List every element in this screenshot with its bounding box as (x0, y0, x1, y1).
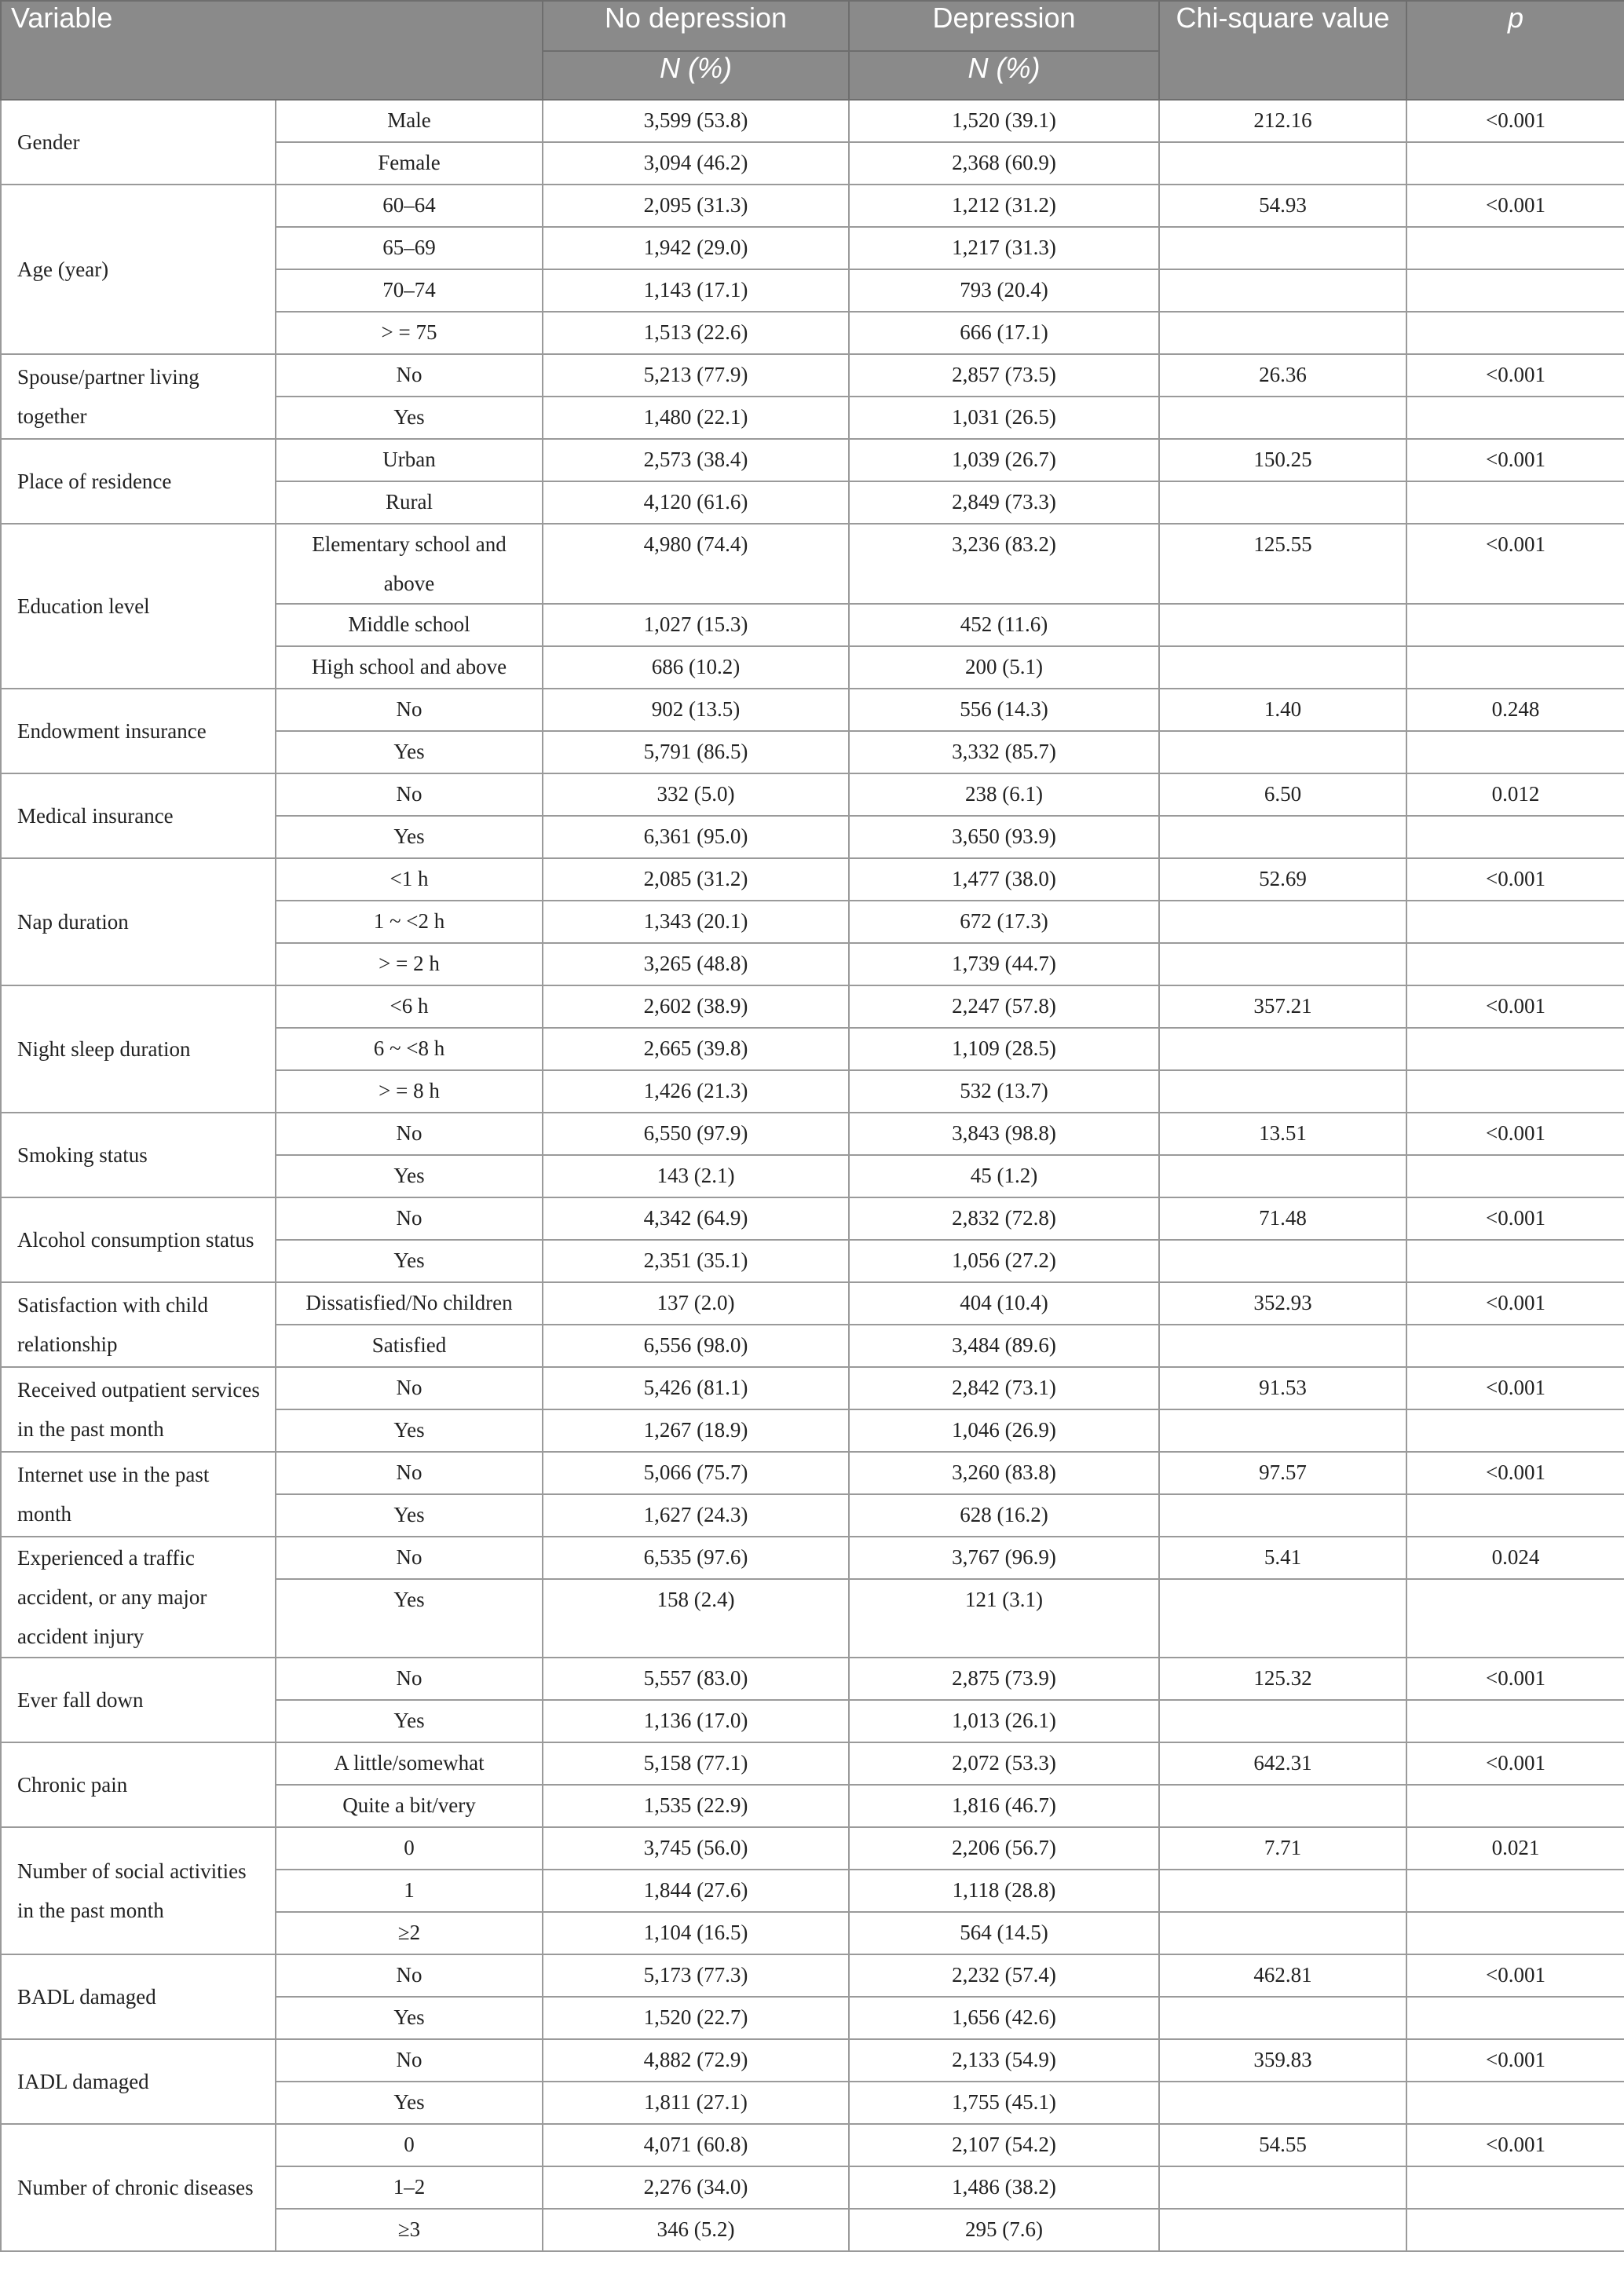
p-value-cell (1406, 1912, 1624, 1954)
level-cell: Elementary school and above (276, 524, 543, 604)
no-depression-cell: 5,791 (86.5) (543, 731, 849, 773)
chi-square-cell: 54.55 (1159, 2124, 1406, 2166)
level-cell: 6 ~ <8 h (276, 1028, 543, 1070)
p-value-cell (1406, 2166, 1624, 2209)
chi-square-cell: 52.69 (1159, 858, 1406, 901)
variable-name: Experienced a traffic accident, or any major accident injury (1, 1537, 276, 1658)
variable-name: Alcohol consumption status (1, 1197, 276, 1282)
chi-square-cell: 125.32 (1159, 1658, 1406, 1700)
chi-square-cell (1159, 2209, 1406, 2251)
chi-square-cell (1159, 312, 1406, 354)
chi-square-cell (1159, 481, 1406, 524)
chi-square-cell: 125.55 (1159, 524, 1406, 604)
no-depression-cell: 2,351 (35.1) (543, 1240, 849, 1282)
chi-square-cell (1159, 2166, 1406, 2209)
no-depression-cell: 2,276 (34.0) (543, 2166, 849, 2209)
no-depression-cell: 5,173 (77.3) (543, 1954, 849, 1997)
p-value-cell (1406, 269, 1624, 312)
variable-name: Ever fall down (1, 1658, 276, 1742)
level-cell: 1–2 (276, 2166, 543, 2209)
level-cell: No (276, 1367, 543, 1409)
no-depression-cell: 6,361 (95.0) (543, 816, 849, 858)
p-value-cell (1406, 1028, 1624, 1070)
level-cell: Urban (276, 439, 543, 481)
variable-name: Endowment insurance (1, 689, 276, 773)
depression-cell: 2,232 (57.4) (849, 1954, 1159, 1997)
chi-square-cell (1159, 604, 1406, 646)
no-depression-cell: 1,535 (22.9) (543, 1785, 849, 1827)
level-cell: Yes (276, 1997, 543, 2039)
depression-cell: 1,056 (27.2) (849, 1240, 1159, 1282)
depression-cell: 238 (6.1) (849, 773, 1159, 816)
variable-name: Chronic pain (1, 1742, 276, 1827)
no-depression-cell: 2,573 (38.4) (543, 439, 849, 481)
table-row (1, 439, 1624, 481)
chi-square-cell (1159, 816, 1406, 858)
level-cell: No (276, 1113, 543, 1155)
depression-cell: 1,109 (28.5) (849, 1028, 1159, 1070)
chi-square-cell (1159, 1870, 1406, 1912)
p-value-cell (1406, 943, 1624, 985)
table-body (1, 100, 1624, 2251)
depression-cell: 2,072 (53.3) (849, 1742, 1159, 1785)
table-row (1, 100, 1624, 142)
depression-cell: 1,520 (39.1) (849, 100, 1159, 142)
chi-square-cell (1159, 901, 1406, 943)
p-value-cell: 0.248 (1406, 689, 1624, 731)
depression-cell: 2,857 (73.5) (849, 354, 1159, 397)
depression-cell: 1,031 (26.5) (849, 397, 1159, 439)
p-value-cell: <0.001 (1406, 1954, 1624, 1997)
level-cell: A little/somewhat (276, 1742, 543, 1785)
no-depression-cell: 4,342 (64.9) (543, 1197, 849, 1240)
no-depression-cell: 2,602 (38.9) (543, 985, 849, 1028)
depression-cell: 3,260 (83.8) (849, 1452, 1159, 1494)
depression-cell: 2,206 (56.7) (849, 1827, 1159, 1870)
p-value-cell (1406, 1070, 1624, 1113)
depression-cell: 1,486 (38.2) (849, 2166, 1159, 2209)
no-depression-cell: 1,627 (24.3) (543, 1494, 849, 1537)
table-row (1, 1197, 1624, 1240)
depression-cell: 1,013 (26.1) (849, 1700, 1159, 1742)
p-value-cell: <0.001 (1406, 354, 1624, 397)
chi-square-cell (1159, 1579, 1406, 1658)
depression-cell: 1,217 (31.3) (849, 227, 1159, 269)
chi-square-cell (1159, 227, 1406, 269)
no-depression-cell: 3,094 (46.2) (543, 142, 849, 185)
p-value-cell: <0.001 (1406, 1742, 1624, 1785)
p-value-cell: <0.001 (1406, 858, 1624, 901)
depression-cell: 200 (5.1) (849, 646, 1159, 689)
p-value-cell (1406, 646, 1624, 689)
variable-name: Age (year) (1, 185, 276, 354)
p-value-cell: <0.001 (1406, 1367, 1624, 1409)
level-cell: Yes (276, 816, 543, 858)
p-value-cell (1406, 1494, 1624, 1537)
p-value-cell: <0.001 (1406, 1658, 1624, 1700)
table-row (1, 185, 1624, 227)
level-cell: No (276, 1452, 543, 1494)
depression-cell: 1,477 (38.0) (849, 858, 1159, 901)
chi-square-cell (1159, 397, 1406, 439)
depression-cell: 45 (1.2) (849, 1155, 1159, 1197)
depression-cell: 1,739 (44.7) (849, 943, 1159, 985)
no-depression-cell: 4,071 (60.8) (543, 2124, 849, 2166)
no-depression-cell: 137 (2.0) (543, 1282, 849, 1325)
depression-cell: 1,118 (28.8) (849, 1870, 1159, 1912)
header-no-depression: No depression (543, 1, 849, 51)
chi-square-cell (1159, 1325, 1406, 1367)
variable-name: Received outpatient services in the past month (1, 1367, 276, 1452)
level-cell: Male (276, 100, 543, 142)
variable-name: Satisfaction with child relationship (1, 1282, 276, 1367)
variable-name: Internet use in the past month (1, 1452, 276, 1537)
no-depression-cell: 4,120 (61.6) (543, 481, 849, 524)
header-p: p (1406, 1, 1624, 100)
level-cell: Quite a bit/very (276, 1785, 543, 1827)
table-row (1, 1452, 1624, 1494)
table-row (1, 1113, 1624, 1155)
table-row (1, 2124, 1624, 2166)
variable-name: Spouse/partner living together (1, 354, 276, 439)
no-depression-cell: 1,136 (17.0) (543, 1700, 849, 1742)
no-depression-cell: 2,665 (39.8) (543, 1028, 849, 1070)
level-cell: 0 (276, 1827, 543, 1870)
chi-square-cell: 5.41 (1159, 1537, 1406, 1579)
no-depression-cell: 3,599 (53.8) (543, 100, 849, 142)
no-depression-cell: 1,520 (22.7) (543, 1997, 849, 2039)
level-cell: No (276, 1197, 543, 1240)
depression-cell: 628 (16.2) (849, 1494, 1159, 1537)
p-value-cell (1406, 1997, 1624, 2039)
depression-cell: 3,484 (89.6) (849, 1325, 1159, 1367)
depression-cell: 2,247 (57.8) (849, 985, 1159, 1028)
level-cell: > = 8 h (276, 1070, 543, 1113)
no-depression-cell: 1,513 (22.6) (543, 312, 849, 354)
header-chi-square: Chi-square value (1159, 1, 1406, 100)
p-value-cell: <0.001 (1406, 2124, 1624, 2166)
p-value-cell (1406, 2209, 1624, 2251)
table-row (1, 985, 1624, 1028)
p-value-cell (1406, 816, 1624, 858)
depression-cell: 1,816 (46.7) (849, 1785, 1159, 1827)
no-depression-cell: 5,557 (83.0) (543, 1658, 849, 1700)
level-cell: ≥2 (276, 1912, 543, 1954)
chi-square-cell (1159, 142, 1406, 185)
chi-square-cell (1159, 1409, 1406, 1452)
variable-name: Night sleep duration (1, 985, 276, 1113)
chi-square-cell (1159, 731, 1406, 773)
no-depression-cell: 3,745 (56.0) (543, 1827, 849, 1870)
level-cell: Yes (276, 1579, 543, 1658)
level-cell: Satisfied (276, 1325, 543, 1367)
chi-square-cell (1159, 1028, 1406, 1070)
chi-square-cell: 71.48 (1159, 1197, 1406, 1240)
no-depression-cell: 143 (2.1) (543, 1155, 849, 1197)
p-value-cell (1406, 397, 1624, 439)
no-depression-cell: 5,426 (81.1) (543, 1367, 849, 1409)
depression-cell: 2,875 (73.9) (849, 1658, 1159, 1700)
no-depression-cell: 158 (2.4) (543, 1579, 849, 1658)
chi-square-cell (1159, 1700, 1406, 1742)
p-value-cell (1406, 312, 1624, 354)
p-value-cell (1406, 1579, 1624, 1658)
table-row (1, 689, 1624, 731)
chi-square-cell (1159, 943, 1406, 985)
no-depression-cell: 5,213 (77.9) (543, 354, 849, 397)
depression-cell: 1,046 (26.9) (849, 1409, 1159, 1452)
no-depression-cell: 6,550 (97.9) (543, 1113, 849, 1155)
chi-square-cell (1159, 1240, 1406, 1282)
no-depression-cell: 686 (10.2) (543, 646, 849, 689)
header-n-pct-yes: N (%) (849, 51, 1159, 100)
variable-name: IADL damaged (1, 2039, 276, 2124)
level-cell: No (276, 773, 543, 816)
variable-name: Number of chronic diseases (1, 2124, 276, 2251)
table-row (1, 1537, 1624, 1579)
chi-square-cell: 13.51 (1159, 1113, 1406, 1155)
p-value-cell (1406, 1700, 1624, 1742)
p-value-cell: <0.001 (1406, 1452, 1624, 1494)
no-depression-cell: 5,066 (75.7) (543, 1452, 849, 1494)
variable-name: Number of social activities in the past month (1, 1827, 276, 1954)
chi-square-cell: 6.50 (1159, 773, 1406, 816)
depression-cell: 3,650 (93.9) (849, 816, 1159, 858)
chi-square-cell (1159, 1494, 1406, 1537)
level-cell: Rural (276, 481, 543, 524)
depression-cell: 666 (17.1) (849, 312, 1159, 354)
p-value-cell (1406, 604, 1624, 646)
p-value-cell: 0.012 (1406, 773, 1624, 816)
chi-square-cell: 54.93 (1159, 185, 1406, 227)
no-depression-cell: 4,980 (74.4) (543, 524, 849, 604)
depression-cell: 2,849 (73.3) (849, 481, 1159, 524)
no-depression-cell: 1,844 (27.6) (543, 1870, 849, 1912)
p-value-cell (1406, 1409, 1624, 1452)
p-value-cell: <0.001 (1406, 985, 1624, 1028)
p-value-cell: <0.001 (1406, 1197, 1624, 1240)
variable-name: Nap duration (1, 858, 276, 985)
chi-square-cell: 212.16 (1159, 100, 1406, 142)
chi-square-cell (1159, 2082, 1406, 2124)
level-cell: No (276, 689, 543, 731)
no-depression-cell: 1,267 (18.9) (543, 1409, 849, 1452)
level-cell: No (276, 1658, 543, 1700)
chi-square-cell: 357.21 (1159, 985, 1406, 1028)
chi-square-cell (1159, 1912, 1406, 1954)
depression-cell: 3,332 (85.7) (849, 731, 1159, 773)
table-row (1, 1658, 1624, 1700)
p-value-cell: <0.001 (1406, 100, 1624, 142)
table-header (1, 1, 1624, 100)
level-cell: 60–64 (276, 185, 543, 227)
no-depression-cell: 1,480 (22.1) (543, 397, 849, 439)
depression-cell: 3,236 (83.2) (849, 524, 1159, 604)
no-depression-cell: 4,882 (72.9) (543, 2039, 849, 2082)
no-depression-cell: 1,426 (21.3) (543, 1070, 849, 1113)
table-row (1, 1742, 1624, 1785)
table-row (1, 858, 1624, 901)
level-cell: > = 2 h (276, 943, 543, 985)
variable-name: Education level (1, 524, 276, 689)
table-row (1, 354, 1624, 397)
variable-name: Gender (1, 100, 276, 185)
header-variable: Variable (1, 1, 543, 100)
chi-square-cell: 7.71 (1159, 1827, 1406, 1870)
p-value-cell (1406, 1240, 1624, 1282)
chi-square-cell: 91.53 (1159, 1367, 1406, 1409)
table-row (1, 1954, 1624, 1997)
no-depression-cell: 1,811 (27.1) (543, 2082, 849, 2124)
p-value-cell (1406, 1325, 1624, 1367)
p-value-cell: 0.024 (1406, 1537, 1624, 1579)
variable-name: Medical insurance (1, 773, 276, 858)
no-depression-cell: 1,942 (29.0) (543, 227, 849, 269)
depression-cell: 1,212 (31.2) (849, 185, 1159, 227)
chi-square-cell: 1.40 (1159, 689, 1406, 731)
no-depression-cell: 6,556 (98.0) (543, 1325, 849, 1367)
depression-cell: 1,656 (42.6) (849, 1997, 1159, 2039)
level-cell: Yes (276, 1240, 543, 1282)
level-cell: Yes (276, 731, 543, 773)
level-cell: <6 h (276, 985, 543, 1028)
table-row (1, 1282, 1624, 1325)
table-row (1, 773, 1624, 816)
no-depression-cell: 332 (5.0) (543, 773, 849, 816)
depression-cell: 564 (14.5) (849, 1912, 1159, 1954)
no-depression-cell: 3,265 (48.8) (543, 943, 849, 985)
chi-square-cell (1159, 1070, 1406, 1113)
depression-cell: 295 (7.6) (849, 2209, 1159, 2251)
depression-cell: 3,767 (96.9) (849, 1537, 1159, 1579)
level-cell: No (276, 2039, 543, 2082)
level-cell: Middle school (276, 604, 543, 646)
level-cell: No (276, 354, 543, 397)
level-cell: Yes (276, 2082, 543, 2124)
level-cell: No (276, 1537, 543, 1579)
level-cell: 1 ~ <2 h (276, 901, 543, 943)
p-value-cell (1406, 142, 1624, 185)
chi-square-cell: 462.81 (1159, 1954, 1406, 1997)
no-depression-cell: 902 (13.5) (543, 689, 849, 731)
chi-square-cell: 97.57 (1159, 1452, 1406, 1494)
p-value-cell (1406, 481, 1624, 524)
level-cell: Yes (276, 1494, 543, 1537)
p-value-cell (1406, 1785, 1624, 1827)
table-row (1, 1827, 1624, 1870)
depression-cell: 672 (17.3) (849, 901, 1159, 943)
p-value-cell (1406, 1870, 1624, 1912)
depression-cell: 1,755 (45.1) (849, 2082, 1159, 2124)
depression-cell: 556 (14.3) (849, 689, 1159, 731)
chi-square-cell (1159, 1997, 1406, 2039)
header-n-pct-no: N (%) (543, 51, 849, 100)
no-depression-cell: 1,343 (20.1) (543, 901, 849, 943)
level-cell: > = 75 (276, 312, 543, 354)
level-cell: Yes (276, 1155, 543, 1197)
level-cell: No (276, 1954, 543, 1997)
variable-name: Smoking status (1, 1113, 276, 1197)
depression-cell: 793 (20.4) (849, 269, 1159, 312)
chi-square-cell (1159, 1785, 1406, 1827)
no-depression-cell: 2,095 (31.3) (543, 185, 849, 227)
no-depression-cell: 1,027 (15.3) (543, 604, 849, 646)
p-value-cell (1406, 2082, 1624, 2124)
chi-square-cell: 642.31 (1159, 1742, 1406, 1785)
depression-cell: 452 (11.6) (849, 604, 1159, 646)
depression-cell: 532 (13.7) (849, 1070, 1159, 1113)
chi-square-cell: 359.83 (1159, 2039, 1406, 2082)
p-value-cell: <0.001 (1406, 1113, 1624, 1155)
p-value-cell (1406, 1155, 1624, 1197)
table-row (1, 2039, 1624, 2082)
chi-square-cell (1159, 646, 1406, 689)
chi-square-cell (1159, 269, 1406, 312)
level-cell: 70–74 (276, 269, 543, 312)
no-depression-cell: 1,143 (17.1) (543, 269, 849, 312)
chi-square-cell: 150.25 (1159, 439, 1406, 481)
no-depression-cell: 1,104 (16.5) (543, 1912, 849, 1954)
p-value-cell (1406, 901, 1624, 943)
depression-cell: 1,039 (26.7) (849, 439, 1159, 481)
chi-square-cell (1159, 1155, 1406, 1197)
p-value-cell (1406, 227, 1624, 269)
level-cell: Yes (276, 1409, 543, 1452)
no-depression-cell: 346 (5.2) (543, 2209, 849, 2251)
no-depression-cell: 2,085 (31.2) (543, 858, 849, 901)
p-value-cell: 0.021 (1406, 1827, 1624, 1870)
p-value-cell: <0.001 (1406, 524, 1624, 604)
depression-cell: 2,133 (54.9) (849, 2039, 1159, 2082)
p-value-cell (1406, 731, 1624, 773)
no-depression-cell: 5,158 (77.1) (543, 1742, 849, 1785)
level-cell: Dissatisfied/No children (276, 1282, 543, 1325)
level-cell: 0 (276, 2124, 543, 2166)
level-cell: Female (276, 142, 543, 185)
chi-square-cell: 26.36 (1159, 354, 1406, 397)
p-value-cell: <0.001 (1406, 1282, 1624, 1325)
level-cell: Yes (276, 1700, 543, 1742)
depression-cell: 121 (3.1) (849, 1579, 1159, 1658)
no-depression-cell: 6,535 (97.6) (543, 1537, 849, 1579)
depression-cell: 3,843 (98.8) (849, 1113, 1159, 1155)
level-cell: ≥3 (276, 2209, 543, 2251)
variable-name: BADL damaged (1, 1954, 276, 2039)
level-cell: <1 h (276, 858, 543, 901)
level-cell: Yes (276, 397, 543, 439)
table-row (1, 524, 1624, 604)
level-cell: High school and above (276, 646, 543, 689)
depression-cell: 2,842 (73.1) (849, 1367, 1159, 1409)
p-value-cell: <0.001 (1406, 2039, 1624, 2082)
level-cell: 65–69 (276, 227, 543, 269)
depression-cell: 2,368 (60.9) (849, 142, 1159, 185)
header-depression: Depression (849, 1, 1159, 51)
table-row (1, 1367, 1624, 1409)
depression-cell: 2,107 (54.2) (849, 2124, 1159, 2166)
p-value-cell: <0.001 (1406, 185, 1624, 227)
chi-square-cell: 352.93 (1159, 1282, 1406, 1325)
depression-cell: 2,832 (72.8) (849, 1197, 1159, 1240)
depression-cell: 404 (10.4) (849, 1282, 1159, 1325)
variable-name: Place of residence (1, 439, 276, 524)
level-cell: 1 (276, 1870, 543, 1912)
p-value-cell: <0.001 (1406, 439, 1624, 481)
